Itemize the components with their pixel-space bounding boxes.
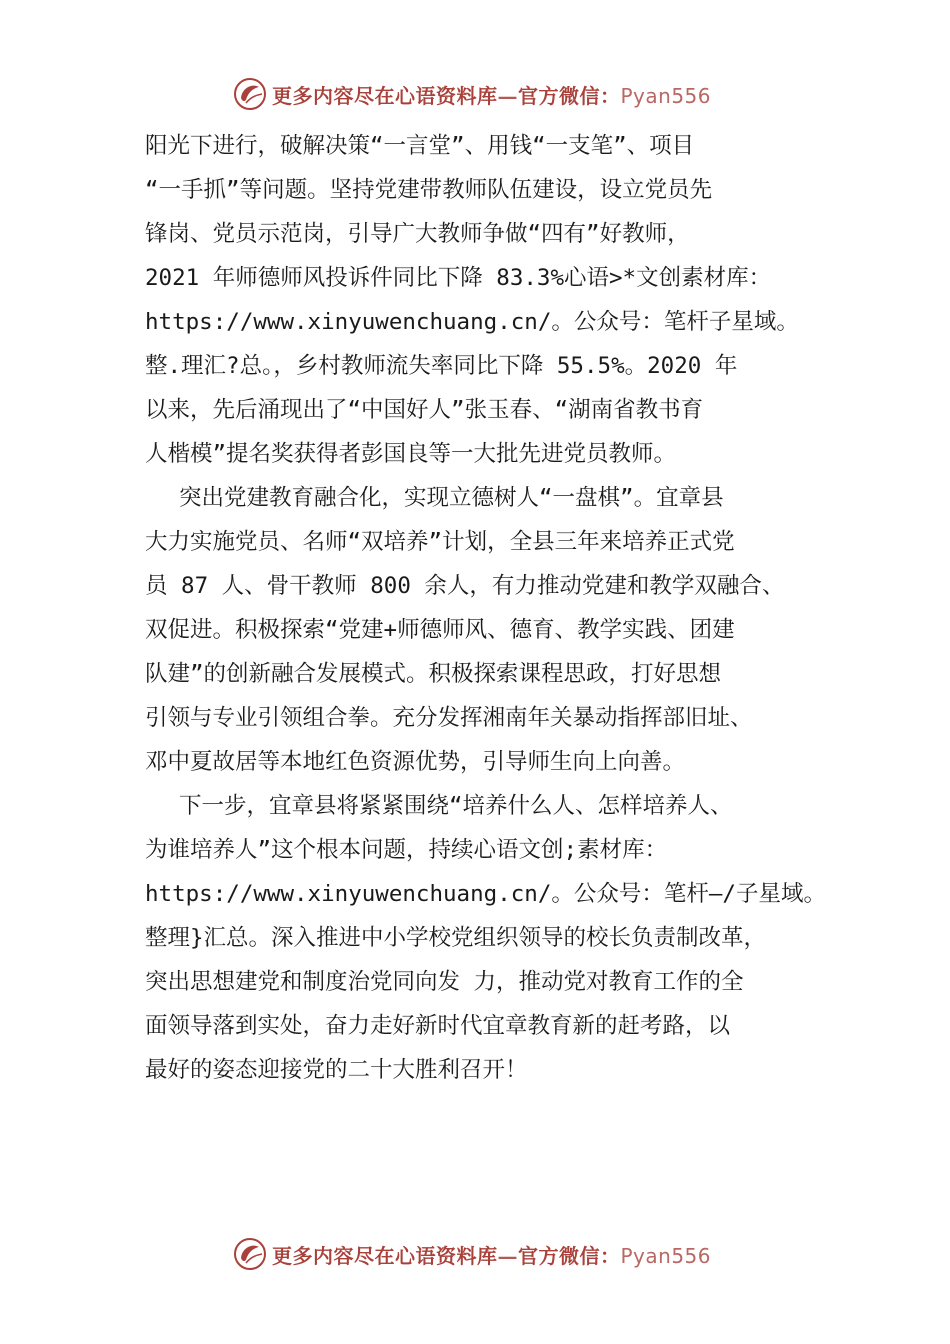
text-line: 锋岗、党员示范岗，引导广大教师争做“四有”好教师， (145, 221, 690, 247)
text-line: 最好的姿态迎接党的二十大胜利召开！ (145, 1057, 528, 1083)
text-line: 2021 年师德师风投诉件同比下降 83.3%心语>*文创素材库： (145, 265, 772, 291)
header-banner-text (272, 80, 711, 109)
header-banner (232, 74, 711, 114)
banner-label: 官方微信： (518, 83, 621, 108)
text-line: 以来，先后涌现出了“中国好人”张玉春、“湖南省教书育 (145, 397, 704, 423)
text-line: 队建”的创新融合发展模式。积极探索课程思政，打好思想 (145, 661, 722, 687)
banner-id: Pyan556 (620, 83, 712, 108)
text-line: 邓中夏故居等本地红色资源优势，引导师生向上向善。 (145, 749, 686, 775)
footer-banner-text (272, 1240, 711, 1269)
banner-slogan: 更多内容尽在心语资料库 (272, 1243, 498, 1268)
text-line: “一手抓”等问题。坚持党建带教师队伍建设，设立党员先 (145, 177, 713, 203)
text-line: 大力实施党员、名师“双培养”计划，全县三年来培养正式党 (145, 529, 735, 555)
text-line: 下一步，宜章县将紧紧围绕“培养什么人、怎样培养人、 (179, 793, 733, 819)
text-line: 突出党建教育融合化，实现立德树人“一盘棋”。宜章县 (179, 485, 724, 511)
bean-logo-icon (232, 1236, 268, 1272)
text-line: 人楷模”提名奖获得者彭国良等一大批先进党员教师。 (145, 441, 677, 467)
text-line: 为谁培养人”这个根本问题，持续心语文创;素材库： (145, 837, 668, 863)
text-line: 双促进。积极探索“党建+师德师风、德育、教学实践、团建 (145, 617, 735, 643)
text-line: 整理}汇总。深入推进中小学校党组织领导的校长负责制改革， (145, 925, 767, 951)
banner-slogan: 更多内容尽在心语资料库 (272, 83, 498, 108)
bean-logo-icon (232, 76, 268, 112)
footer-banner (232, 1234, 711, 1274)
banner-label: 官方微信： (518, 1243, 621, 1268)
banner-id: Pyan556 (620, 1243, 712, 1268)
text-line: 阳光下进行，破解决策“一言堂”、用钱“一支笔”、项目 (145, 133, 695, 159)
text-line: https://www.xinyuwenchuang.cn/。公众号：笔杆子星域。 (145, 309, 799, 335)
banner-dash: — (497, 1243, 518, 1268)
text-line: 突出思想建党和制度治党同向发 力，推动党对教育工作的全 (145, 969, 744, 995)
text-line: 整.理汇?总。，乡村教师流失率同比下降 55.5%。2020 年 (145, 353, 738, 379)
banner-dash: — (497, 83, 518, 108)
text-line: 面领导落到实处，奋力走好新时代宜章教育新的赶考路，以 (145, 1013, 731, 1039)
text-line: 引领与专业引领组合拳。充分发挥湘南年关暴动指挥部旧址、 (145, 705, 753, 731)
text-line: 员 87 人、骨干教师 800 余人，有力推动党建和教学双融合、 (145, 573, 785, 599)
document-body (145, 124, 845, 1092)
text-line: https://www.xinyuwenchuang.cn/。公众号：笔杆—/子星域。 (145, 881, 826, 907)
